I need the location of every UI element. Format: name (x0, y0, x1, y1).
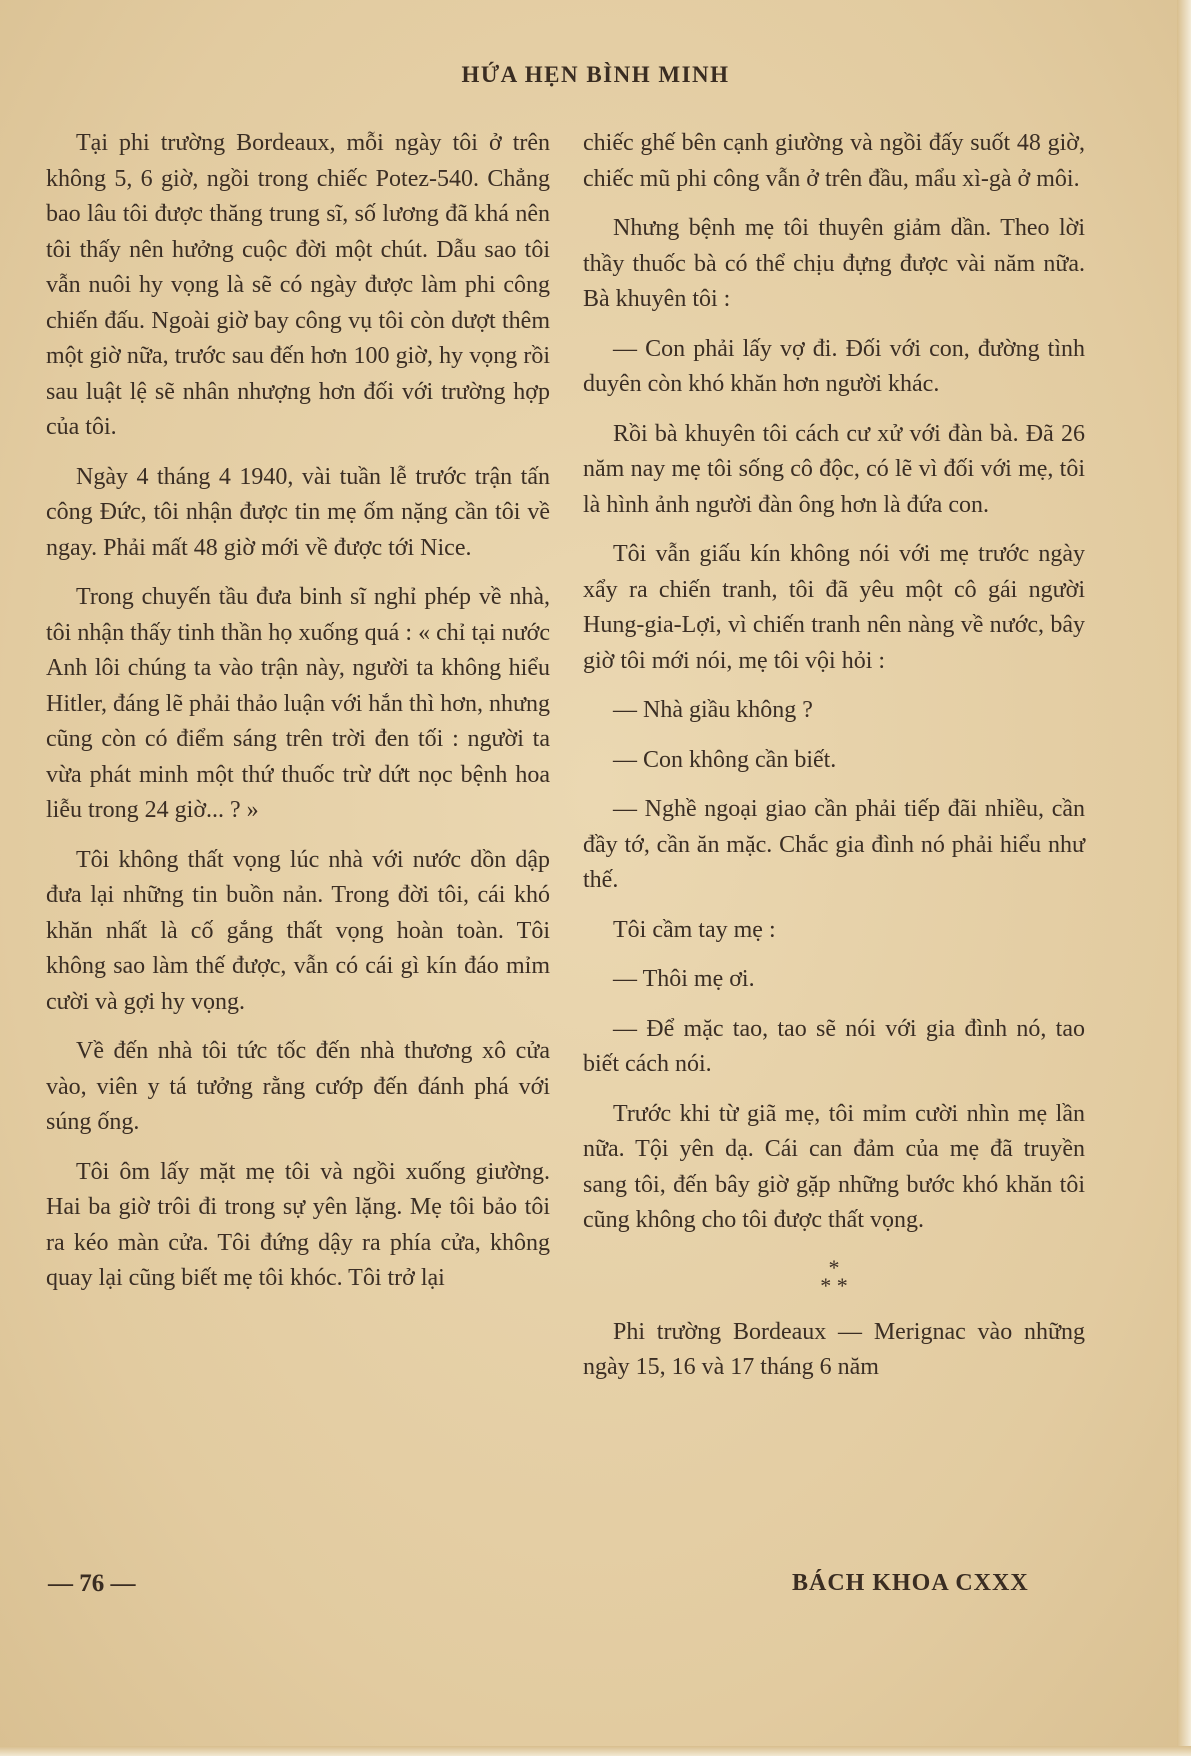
paragraph: Tại phi trường Bordeaux, mỗi ngày tôi ở trên không 5, 6 giờ, ngồi trong chiếc Potez-540. Chẳng bao lâu tôi được thăng trung sĩ, số lương đã khá nên tôi thấy nên hưởng cuộc đời một chút. Dẫu sao tôi vẫn nuôi hy vọng là sẽ có ngày được làm phi công chiến đấu. Ngoài giờ bay công vụ tôi còn dượt thêm một giờ nữa, trước sau đến hơn 100 giờ, hy vọng rồi sau luật lệ sẽ nhân nhượng hơn đối với trường hợp của tôi. (46, 130, 550, 440)
separator-star-top: * (828, 1254, 840, 1280)
section-separator (583, 1254, 1085, 1298)
left-column (46, 126, 550, 1311)
page-edge-right (1177, 0, 1191, 1756)
paragraph: Trước khi từ giã mẹ, tôi mỉm cười nhìn mẹ lần nữa. Tội yên dạ. Cái can đảm của mẹ đã truyền sang tôi, đến bây giờ gặp những bước khó khăn tôi cũng không cho tôi được thất vọng. (583, 1100, 1085, 1233)
dialogue-line: — Để mặc tao, tao sẽ nói với gia đình nó, tao biết cách nói. (583, 1015, 1085, 1077)
dialogue-line: — Nhà giầu không ? (613, 697, 813, 723)
paragraph: Trong chuyến tầu đưa binh sĩ nghỉ phép về nhà, tôi nhận thấy tinh thần họ xuống quá : « chỉ tại nước Anh lôi chúng ta vào trận này, người ta không hiểu Hitler, đáng lẽ phải thảo luận với hắn thì hơn, nhưng cũng còn có điểm sáng trên trời đen tối : người ta vừa phát minh một thứ thuốc trừ dứt nọc bệnh hoa liễu trong 24 giờ... ? » (46, 584, 550, 823)
paragraph: Tôi vẫn giấu kín không nói với mẹ trước ngày xẩy ra chiến tranh, tôi đã yêu một cô gái người Hung-gia-Lợi, vì chiến tranh nên nàng về nước, bây giờ tôi mới nói, mẹ tôi vội hỏi : (583, 541, 1085, 674)
separator-stars-bottom: * * (820, 1272, 848, 1298)
magazine-footer: BÁCH KHOA CXXX (792, 1570, 1029, 1596)
dialogue-line: — Con phải lấy vợ đi. Đối với con, đường tình duyên còn khó khăn hơn người khác. (583, 335, 1085, 397)
paragraph: Tôi không thất vọng lúc nhà với nước dồn dập đưa lại những tin buồn nản. Trong đời tôi, cái khó khăn nhất là cố gắng thất vọng hoàn toàn. Tôi không sao làm thế được, vẫn có cái gì kín đáo mỉm cười và gợi hy vọng. (46, 846, 550, 1015)
paragraph: Tôi cầm tay mẹ : (613, 916, 776, 943)
paragraph: Phi trường Bordeaux — Merignac vào những ngày 15, 16 và 17 tháng 6 năm (583, 1318, 1085, 1380)
paragraph: Tôi ôm lấy mặt mẹ tôi và ngồi xuống giường. Hai ba giờ trôi đi trong sự yên lặng. Mẹ tôi bảo tôi ra kéo màn cửa. Tôi đứng dậy ra phía cửa, không quay lại cũng biết mẹ tôi khóc. Tôi trở lại (46, 1158, 550, 1291)
page-edge-bottom (0, 1746, 1191, 1756)
paragraph: Rồi bà khuyên tôi cách cư xử với đàn bà. Đã 26 năm nay mẹ tôi sống cô độc, có lẽ vì đối với mẹ, tôi là hình ảnh người đàn ông hơn là đứa con. (583, 420, 1085, 518)
paragraph: Nhưng bệnh mẹ tôi thuyên giảm dần. Theo lời thầy thuốc bà có thể chịu đựng được vài năm nữa. Bà khuyên tôi : (583, 215, 1085, 312)
paragraph: Ngày 4 tháng 4 1940, vài tuần lễ trước trận tấn công Đức, tôi nhận được tin mẹ ốm nặng cần tôi về ngay. Phải mất 48 giờ mới về được tới Nice. (46, 463, 550, 561)
paragraph: Về đến nhà tôi tức tốc đến nhà thương xô cửa vào, viên y tá tưởng rằng cướp đến đánh phá với súng ống. (46, 1038, 550, 1135)
dialogue-line: — Nghề ngoại giao cần phải tiếp đãi nhiều, cần đầy tớ, cần ăn mặc. Chắc gia đình nó phải hiểu như thế. (583, 796, 1085, 893)
continued-paragraph: chiếc ghế bên cạnh giường và ngồi đấy suốt 48 giờ, chiếc mũ phi công vẫn ở trên đầu, mẩu xì-gà ở môi. (583, 130, 1085, 192)
page-number: — 76 — (48, 1570, 136, 1597)
dialogue-line: — Con không cần biết. (613, 746, 837, 773)
right-column (583, 126, 1085, 1400)
running-header: HỨA HẸN BÌNH MINH (461, 62, 730, 87)
dialogue-line: — Thôi mẹ ơi. (613, 966, 755, 992)
